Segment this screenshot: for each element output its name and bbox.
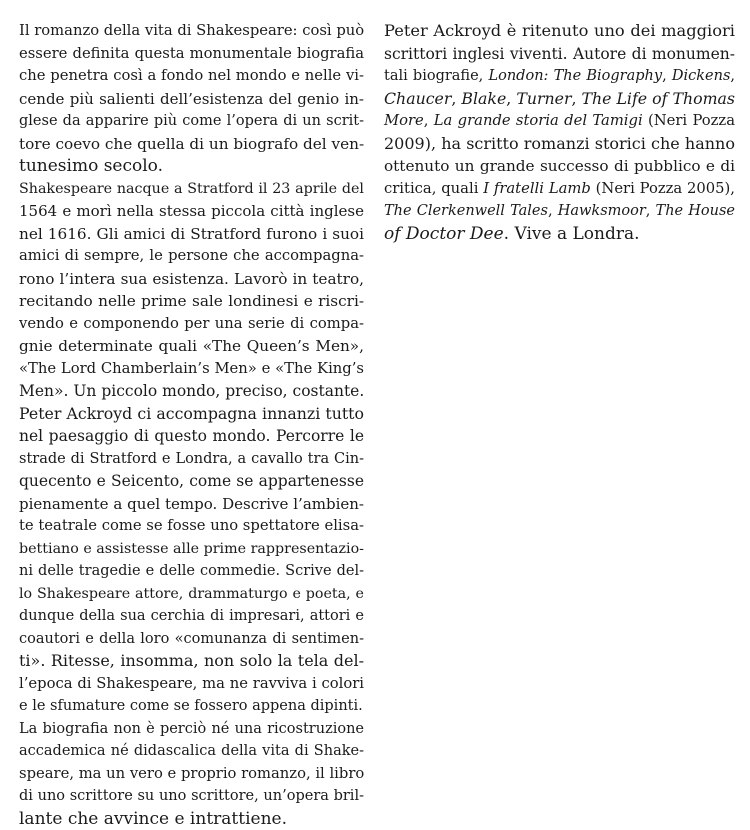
text-run: che penetra così a fondo nel mondo e nelle vi- bbox=[19, 67, 364, 84]
text-line bbox=[384, 200, 735, 223]
text-run: Peter Ackroyd è ritenuto uno dei maggiori bbox=[384, 21, 735, 40]
paragraph bbox=[19, 403, 364, 718]
text-line bbox=[19, 335, 364, 358]
text-line bbox=[19, 493, 364, 516]
text-line bbox=[19, 628, 364, 651]
text-run: Il romanzo della vita di Shakespeare: così può bbox=[19, 22, 364, 39]
text-run: ni delle tragedie e delle commedie. Scrive del- bbox=[19, 563, 364, 579]
text-line bbox=[19, 763, 364, 786]
text-line bbox=[384, 178, 735, 201]
text-run: (Neri Pozza 2005), bbox=[591, 180, 735, 197]
text-line bbox=[19, 538, 364, 561]
text-line bbox=[19, 515, 364, 538]
italic-title: La grande storia del Tamigi bbox=[434, 112, 643, 129]
text-line bbox=[19, 673, 364, 696]
text-line bbox=[19, 200, 364, 223]
text-line bbox=[384, 88, 735, 111]
text-line bbox=[19, 605, 364, 628]
text-line bbox=[19, 223, 364, 246]
paragraph bbox=[19, 178, 364, 403]
text-line bbox=[19, 290, 364, 313]
text-run: rono l’intera sua esistenza. Lavorò in teatro, bbox=[19, 270, 364, 288]
text-run: La biografia non è perciò né una ricostruzione bbox=[19, 721, 364, 737]
text-run: , bbox=[548, 203, 558, 219]
text-line bbox=[19, 380, 364, 403]
text-line bbox=[19, 650, 364, 673]
right-column bbox=[384, 20, 735, 245]
text-line bbox=[19, 110, 364, 133]
text-line bbox=[384, 133, 735, 156]
text-run: lante che avvince e intrattiene. bbox=[19, 809, 287, 829]
italic-title: Chaucer bbox=[384, 89, 451, 108]
text-run: 1564 e morì nella stessa piccola città inglese bbox=[19, 202, 364, 220]
italic-title: Blake bbox=[461, 89, 506, 108]
text-line bbox=[384, 110, 735, 133]
text-run: , bbox=[424, 112, 434, 129]
text-run: , bbox=[506, 89, 516, 108]
text-run: bettiano e assistesse alle prime rappresentazio- bbox=[19, 541, 364, 557]
text-run: , bbox=[662, 68, 672, 84]
text-line bbox=[19, 65, 364, 88]
text-run: gnie determinate quali «The Queen’s Men», bbox=[19, 337, 364, 355]
text-run: speare, ma un vero e proprio romanzo, il libro bbox=[19, 765, 364, 782]
text-line bbox=[384, 155, 735, 178]
text-line bbox=[19, 560, 364, 583]
text-line bbox=[19, 88, 364, 111]
text-line bbox=[19, 178, 364, 201]
text-run: dunque della sua cerchia di impresari, attori e bbox=[19, 608, 364, 624]
text-run: lo Shakespeare attore, drammaturgo e poeta, e bbox=[19, 586, 364, 602]
text-run: recitando nelle prime sale londinesi e riscri- bbox=[19, 292, 364, 310]
text-run: tore coevo che quella di un biografo del ven- bbox=[19, 135, 364, 153]
text-line bbox=[19, 718, 364, 741]
italic-title: Turner bbox=[516, 89, 571, 108]
text-line bbox=[19, 20, 364, 43]
text-run: te teatrale come se fosse uno spettatore elisa- bbox=[19, 517, 364, 534]
text-line bbox=[19, 268, 364, 291]
text-line bbox=[19, 448, 364, 471]
italic-title: The Life of Thomas bbox=[582, 89, 736, 108]
paragraph bbox=[19, 20, 364, 178]
text-run: Men». Un piccolo mondo, preciso, costante. bbox=[19, 382, 364, 400]
left-column bbox=[19, 20, 364, 830]
text-line bbox=[19, 133, 364, 156]
text-line bbox=[384, 20, 735, 43]
text-run: quecento e Seicento, come se appartenesse bbox=[19, 472, 364, 490]
text-run: Shakespeare nacque a Stratford il 23 aprile del bbox=[19, 181, 364, 197]
text-run: scrittori inglesi viventi. Autore di monumen- bbox=[384, 45, 735, 63]
italic-title: London: The Biography bbox=[488, 68, 662, 84]
text-line bbox=[384, 43, 735, 66]
text-line bbox=[19, 695, 364, 718]
text-run: Peter Ackroyd ci accompagna innanzi tutto bbox=[19, 404, 364, 423]
text-line bbox=[19, 425, 364, 448]
text-run: cende più salienti dell’esistenza del genio in- bbox=[19, 90, 364, 108]
text-run: , bbox=[730, 68, 735, 84]
text-run: (Neri Pozza bbox=[643, 112, 735, 129]
text-line bbox=[19, 583, 364, 606]
text-run: «The Lord Chamberlain’s Men» e «The King’s bbox=[19, 360, 364, 377]
text-line bbox=[19, 43, 364, 66]
text-line bbox=[19, 155, 364, 178]
text-run: 2009), ha scritto romanzi storici che hanno bbox=[384, 134, 735, 153]
text-line bbox=[19, 740, 364, 763]
text-run: tunesimo secolo. bbox=[19, 156, 163, 176]
paragraph bbox=[384, 20, 735, 245]
italic-title: Dickens bbox=[672, 68, 731, 84]
text-run: glese da apparire più come l’opera di un scrit- bbox=[19, 113, 364, 129]
text-run: ottenuto un grande successo di pubblico e di bbox=[384, 157, 735, 175]
text-run: strade di Stratford e Londra, a cavallo tra Cin- bbox=[19, 451, 364, 467]
text-run: pienamente a quel tempo. Descrive l’ambien- bbox=[19, 495, 364, 513]
text-run: accademica né didascalica della vita di Shake- bbox=[19, 743, 364, 759]
text-line bbox=[19, 313, 364, 336]
text-line bbox=[384, 65, 735, 88]
text-run: di uno scrittore su uno scrittore, un’opera bril- bbox=[19, 788, 364, 804]
text-run: nel 1616. Gli amici di Stratford furono i suoi bbox=[19, 225, 364, 243]
text-run: . Vive a Londra. bbox=[504, 224, 640, 244]
italic-title: of Doctor Dee bbox=[384, 224, 504, 244]
text-line bbox=[384, 223, 735, 246]
text-run: tali biografie, bbox=[384, 68, 488, 84]
italic-title: I fratelli Lamb bbox=[483, 180, 591, 197]
text-run: ti». Ritesse, insomma, non solo la tela del- bbox=[19, 651, 364, 670]
text-line bbox=[19, 470, 364, 493]
text-run: , bbox=[571, 89, 581, 108]
italic-title: More bbox=[384, 112, 424, 129]
italic-title: Hawksmoor bbox=[558, 203, 646, 219]
text-line bbox=[19, 245, 364, 268]
text-run: coautori e della loro «comunanza di sentimen- bbox=[19, 631, 364, 647]
text-run: , bbox=[646, 203, 656, 219]
text-run: e le sfumature come se fossero appena dipinti. bbox=[19, 698, 363, 714]
text-run: critica, quali bbox=[384, 180, 483, 197]
paragraph bbox=[19, 718, 364, 830]
text-run: essere definita questa monumentale biografia bbox=[19, 45, 364, 62]
text-run: nel paesaggio di questo mondo. Percorre le bbox=[19, 427, 364, 445]
italic-title: The House bbox=[656, 203, 735, 219]
text-line bbox=[19, 358, 364, 381]
text-run: l’epoca di Shakespeare, ma ne ravviva i colori bbox=[19, 675, 364, 692]
text-run: , bbox=[451, 89, 461, 108]
text-line bbox=[19, 403, 364, 426]
text-run: vendo e componendo per una serie di compa- bbox=[19, 315, 364, 332]
text-line bbox=[19, 808, 364, 830]
text-line bbox=[19, 785, 364, 808]
italic-title: The Clerkenwell Tales bbox=[384, 203, 548, 219]
text-run: amici di sempre, le persone che accompagna- bbox=[19, 247, 364, 264]
